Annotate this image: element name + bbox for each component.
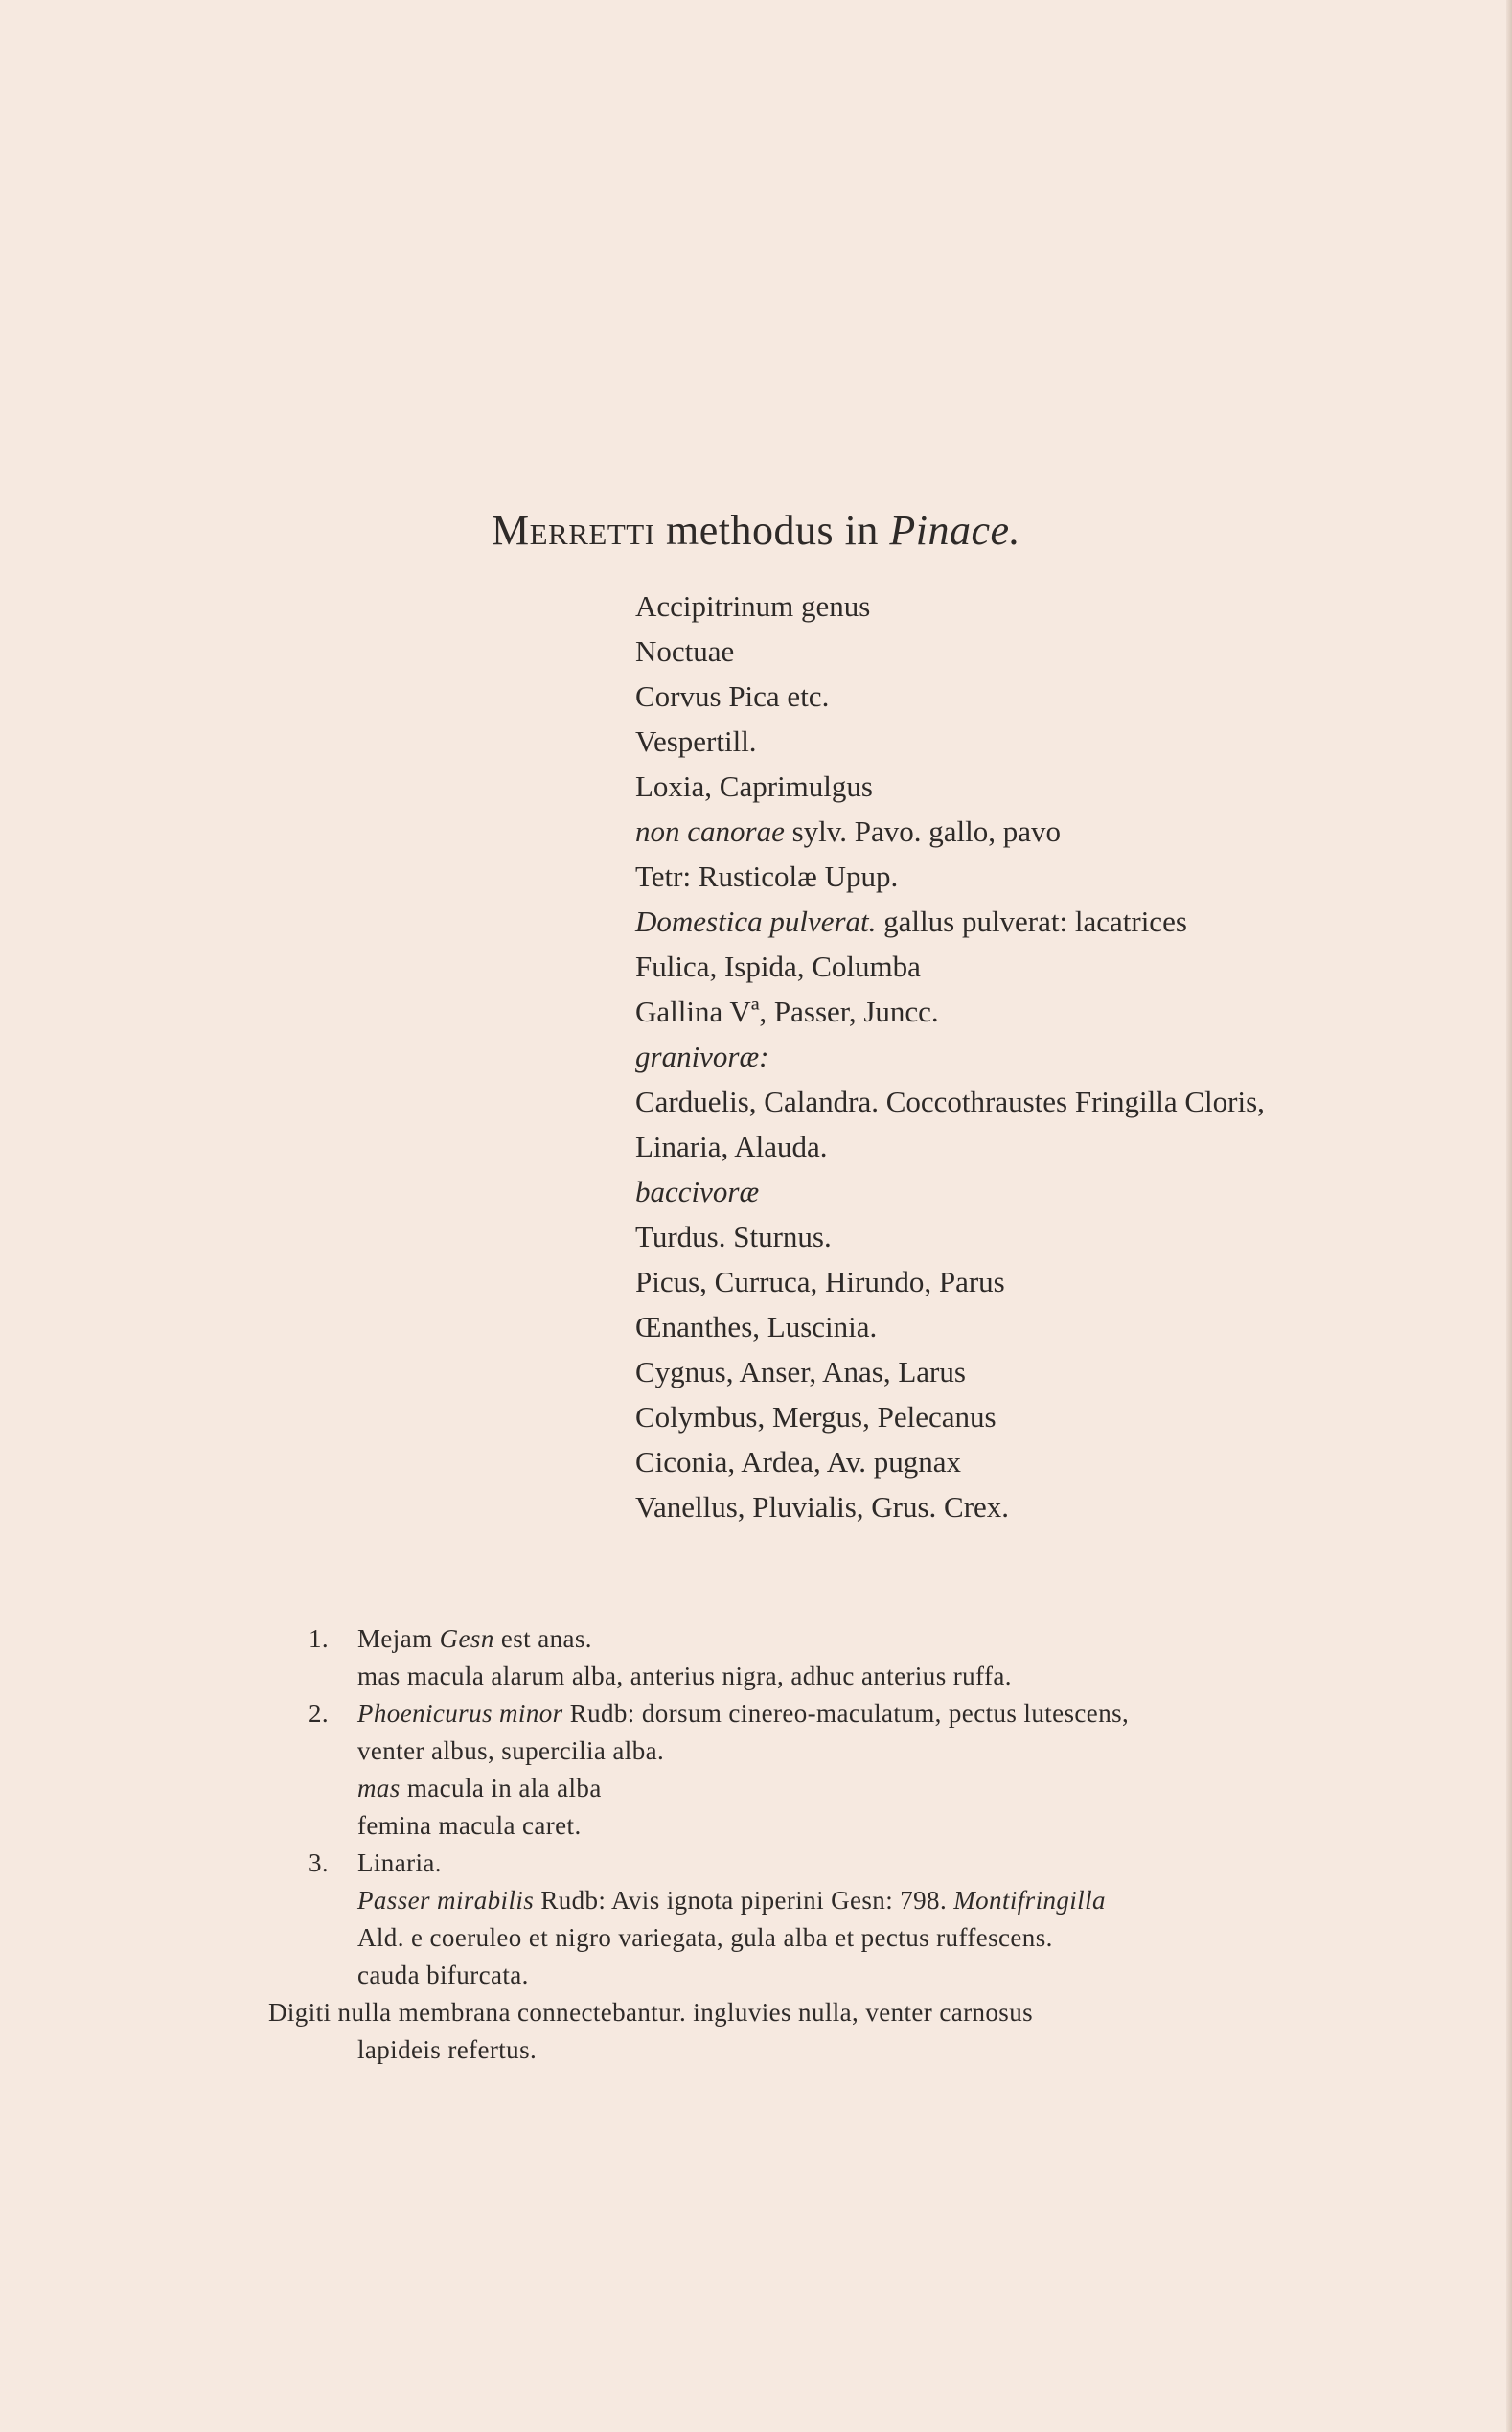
row-text: Domestica pulverat. gallus pulverat: lacatrices — [635, 905, 1187, 938]
row-text: Picus, Curruca, Hirundo, Parus — [635, 1265, 1005, 1298]
footnote-number: 2. — [309, 1699, 330, 1728]
row-text: Loxia, Caprimulgus — [635, 769, 873, 803]
row-text: non canorae sylv. Pavo. gallo, pavo — [635, 814, 1062, 848]
footnote-number: 1. — [309, 1624, 330, 1653]
row-text: Gallina Vª, Passer, Juncc. — [635, 995, 939, 1028]
row-text: Noctuae — [635, 634, 735, 668]
row-text: Carduelis, Calandra. Coccothraustes Fringilla Cloris, — [635, 1085, 1265, 1118]
footnote-number: 3. — [309, 1848, 330, 1877]
row-text: granivoræ: — [635, 1040, 769, 1073]
title-place: Pinace. — [889, 507, 1021, 554]
row-text: Accipitrinum genus — [635, 589, 871, 623]
page-title — [0, 506, 1512, 555]
row-text: Turdus. Sturnus. — [635, 1220, 832, 1253]
row-text: Colymbus, Mergus, Pelecanus — [635, 1400, 997, 1434]
row-text: Linaria, Alauda. — [635, 1130, 828, 1163]
row-text: Tetr: Rusticolæ Upup. — [635, 860, 899, 893]
row-text: Cygnus, Anser, Anas, Larus — [635, 1355, 966, 1388]
row-text: Fulica, Ispida, Columba — [635, 950, 921, 983]
row-text: Ciconia, Ardea, Av. pugnax — [635, 1445, 962, 1479]
row-text: baccivoræ — [635, 1175, 760, 1208]
row-text: Vespertill. — [635, 724, 757, 758]
book-page: Merretti methodus in Pinace. Accipitrinum genus Noctuae Corvus Pica etc. Vespertill. Loxia, Caprimulgus non canorae sylv. Pavo. gallo, pavo Tetr: Rusticolæ Upup. Domestica pulverat. gallus pulverat: lacatrices Fulica, Ispida, Columba Gallina Vª, Passer, Juncc. granivoræ: Carduelis, Calandra. Coccothraustes Fringilla Cloris, Linaria, Alauda. baccivoræ Turdus. Sturnus. Picus, Curruca, Hirundo, Parus Œnanthes, Luscinia. Cygnus, Anser, Anas, Larus Colymbus, Mergus, Pelecanus Ciconia, Ardea, Av. pugnax Vanellus, Pluvialis, Grus. Crex. 1. Mejam Gesn est anas. mas macula alarum alba, anterius nigra, adhuc anterius ruffa. 2. Phoenicurus minor Rudb: dorsum cinereo-maculatum, pectus lutescens, venter albus, supercilia alba. mas macula in ala alba femina macula caret. 3. Linaria. Passer mirabilis Rudb: Avis ignota piperini Gesn: 798. Montifringilla Ald. e coeruleo et nigro variegata, gula alba et pectus ruffescens. cauda bifurcata. Digiti nulla membrana connectebantur. ingluvies nulla, venter carnosus lapideis refertus. — [0, 0, 1512, 2432]
title-text: methodus in — [666, 507, 879, 554]
title-author: Merretti — [491, 507, 655, 554]
row-text: Vanellus, Pluvialis, Grus. Crex. — [635, 1490, 1010, 1524]
row-text: Corvus Pica etc. — [635, 679, 830, 713]
row-text: Œnanthes, Luscinia. — [635, 1310, 878, 1343]
